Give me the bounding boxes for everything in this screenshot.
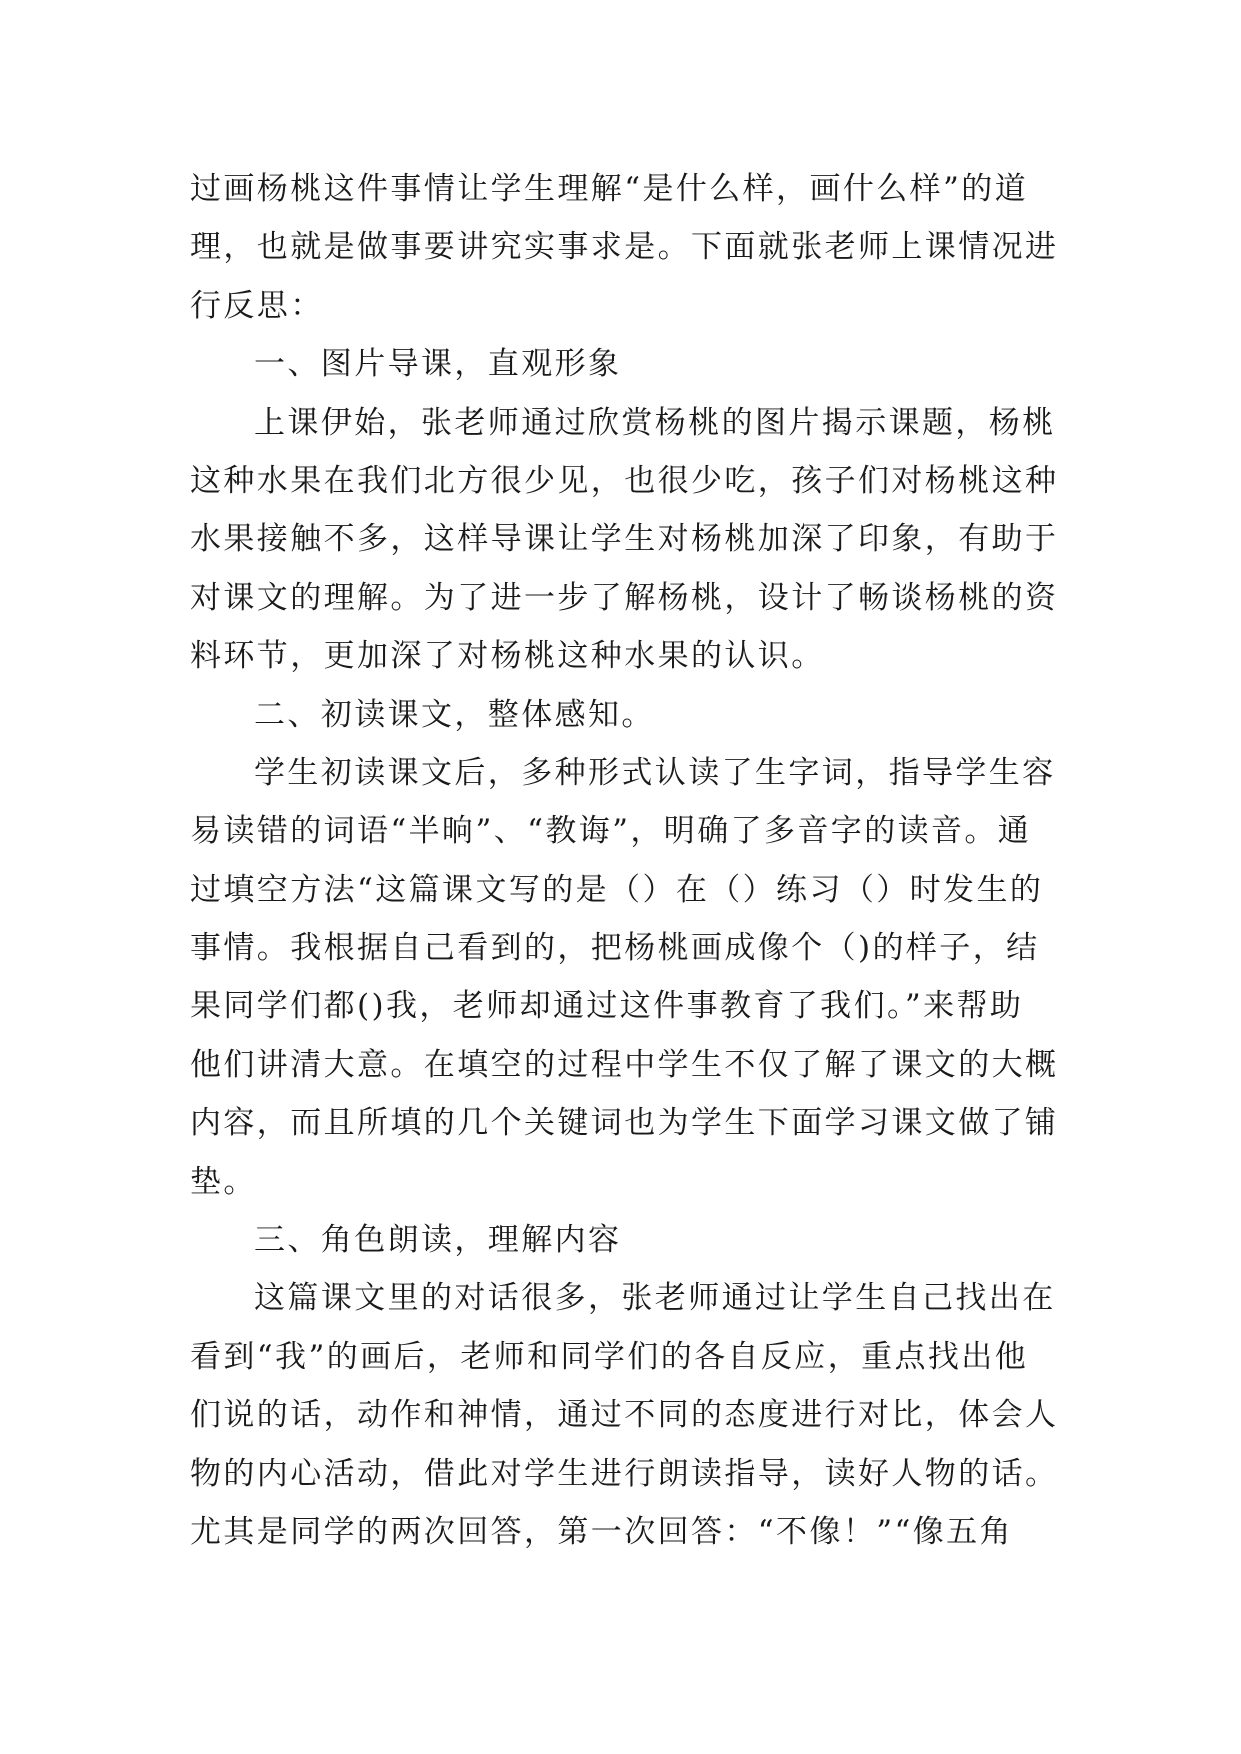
text-line: 事情。我根据自己看到的，把杨桃画成像个（)的样子，结: [190, 930, 1040, 967]
text-line: 果同学们都()我，老师却通过这件事教育了我们。”来帮助: [190, 988, 1024, 1025]
text-line: 这篇课文里的对话很多，张老师通过让学生自己找出在: [254, 1280, 1056, 1317]
text-line: 理，也就是做事要讲究实事求是。下面就张老师上课情况进: [190, 229, 1059, 266]
text-line: 看到“我”的画后，老师和同学们的各自反应，重点找出他: [190, 1338, 1029, 1375]
text-line: 们说的话，动作和神情，通过不同的态度进行对比，体会人: [190, 1397, 1059, 1434]
text-line: 内容，而且所填的几个关键词也为学生下面学习课文做了铺: [190, 1105, 1059, 1142]
text-line: 尤其是同学的两次回答，第一次回答：“不像！”“像五角: [190, 1513, 1013, 1550]
text-line: 这种水果在我们北方很少见，也很少吃，孩子们对杨桃这种: [190, 462, 1059, 499]
text-line: 三、角色朗读，理解内容: [254, 1222, 622, 1259]
text-line: 二、初读课文，整体感知。: [254, 696, 655, 733]
text-line: 他们讲清大意。在填空的过程中学生不仅了解了课文的大概: [190, 1046, 1059, 1083]
text-line: 过填空方法“这篇课文写的是（）在（）练习（）时发生的: [190, 871, 1044, 908]
text-line: 行反思：: [190, 287, 324, 324]
text-line: 上课伊始，张老师通过欣赏杨桃的图片揭示课题，杨桃: [254, 404, 1056, 441]
text-line: 料环节，更加深了对杨桃这种水果的认识。: [190, 638, 825, 675]
text-line: 过画杨桃这件事情让学生理解“是什么样，画什么样”的道: [190, 171, 1029, 207]
text-line: 物的内心活动，借此对学生进行朗读指导，读好人物的话。: [190, 1455, 1059, 1492]
text-line: 学生初读课文后，多种形式认读了生字词，指导学生容: [254, 754, 1056, 791]
text-line: 水果接触不多，这样导课让学生对杨桃加深了印象，有助于: [190, 521, 1059, 558]
text-line: 易读错的词语“半晌”、“教诲”，明确了多音字的读音。通: [190, 813, 1032, 850]
text-line: 一、图片导课，直观形象: [254, 346, 622, 383]
text-line: 垫。: [190, 1163, 257, 1200]
text-line: 对课文的理解。为了进一步了解杨桃，设计了畅谈杨桃的资: [190, 579, 1059, 616]
document-body: [190, 160, 1070, 1561]
